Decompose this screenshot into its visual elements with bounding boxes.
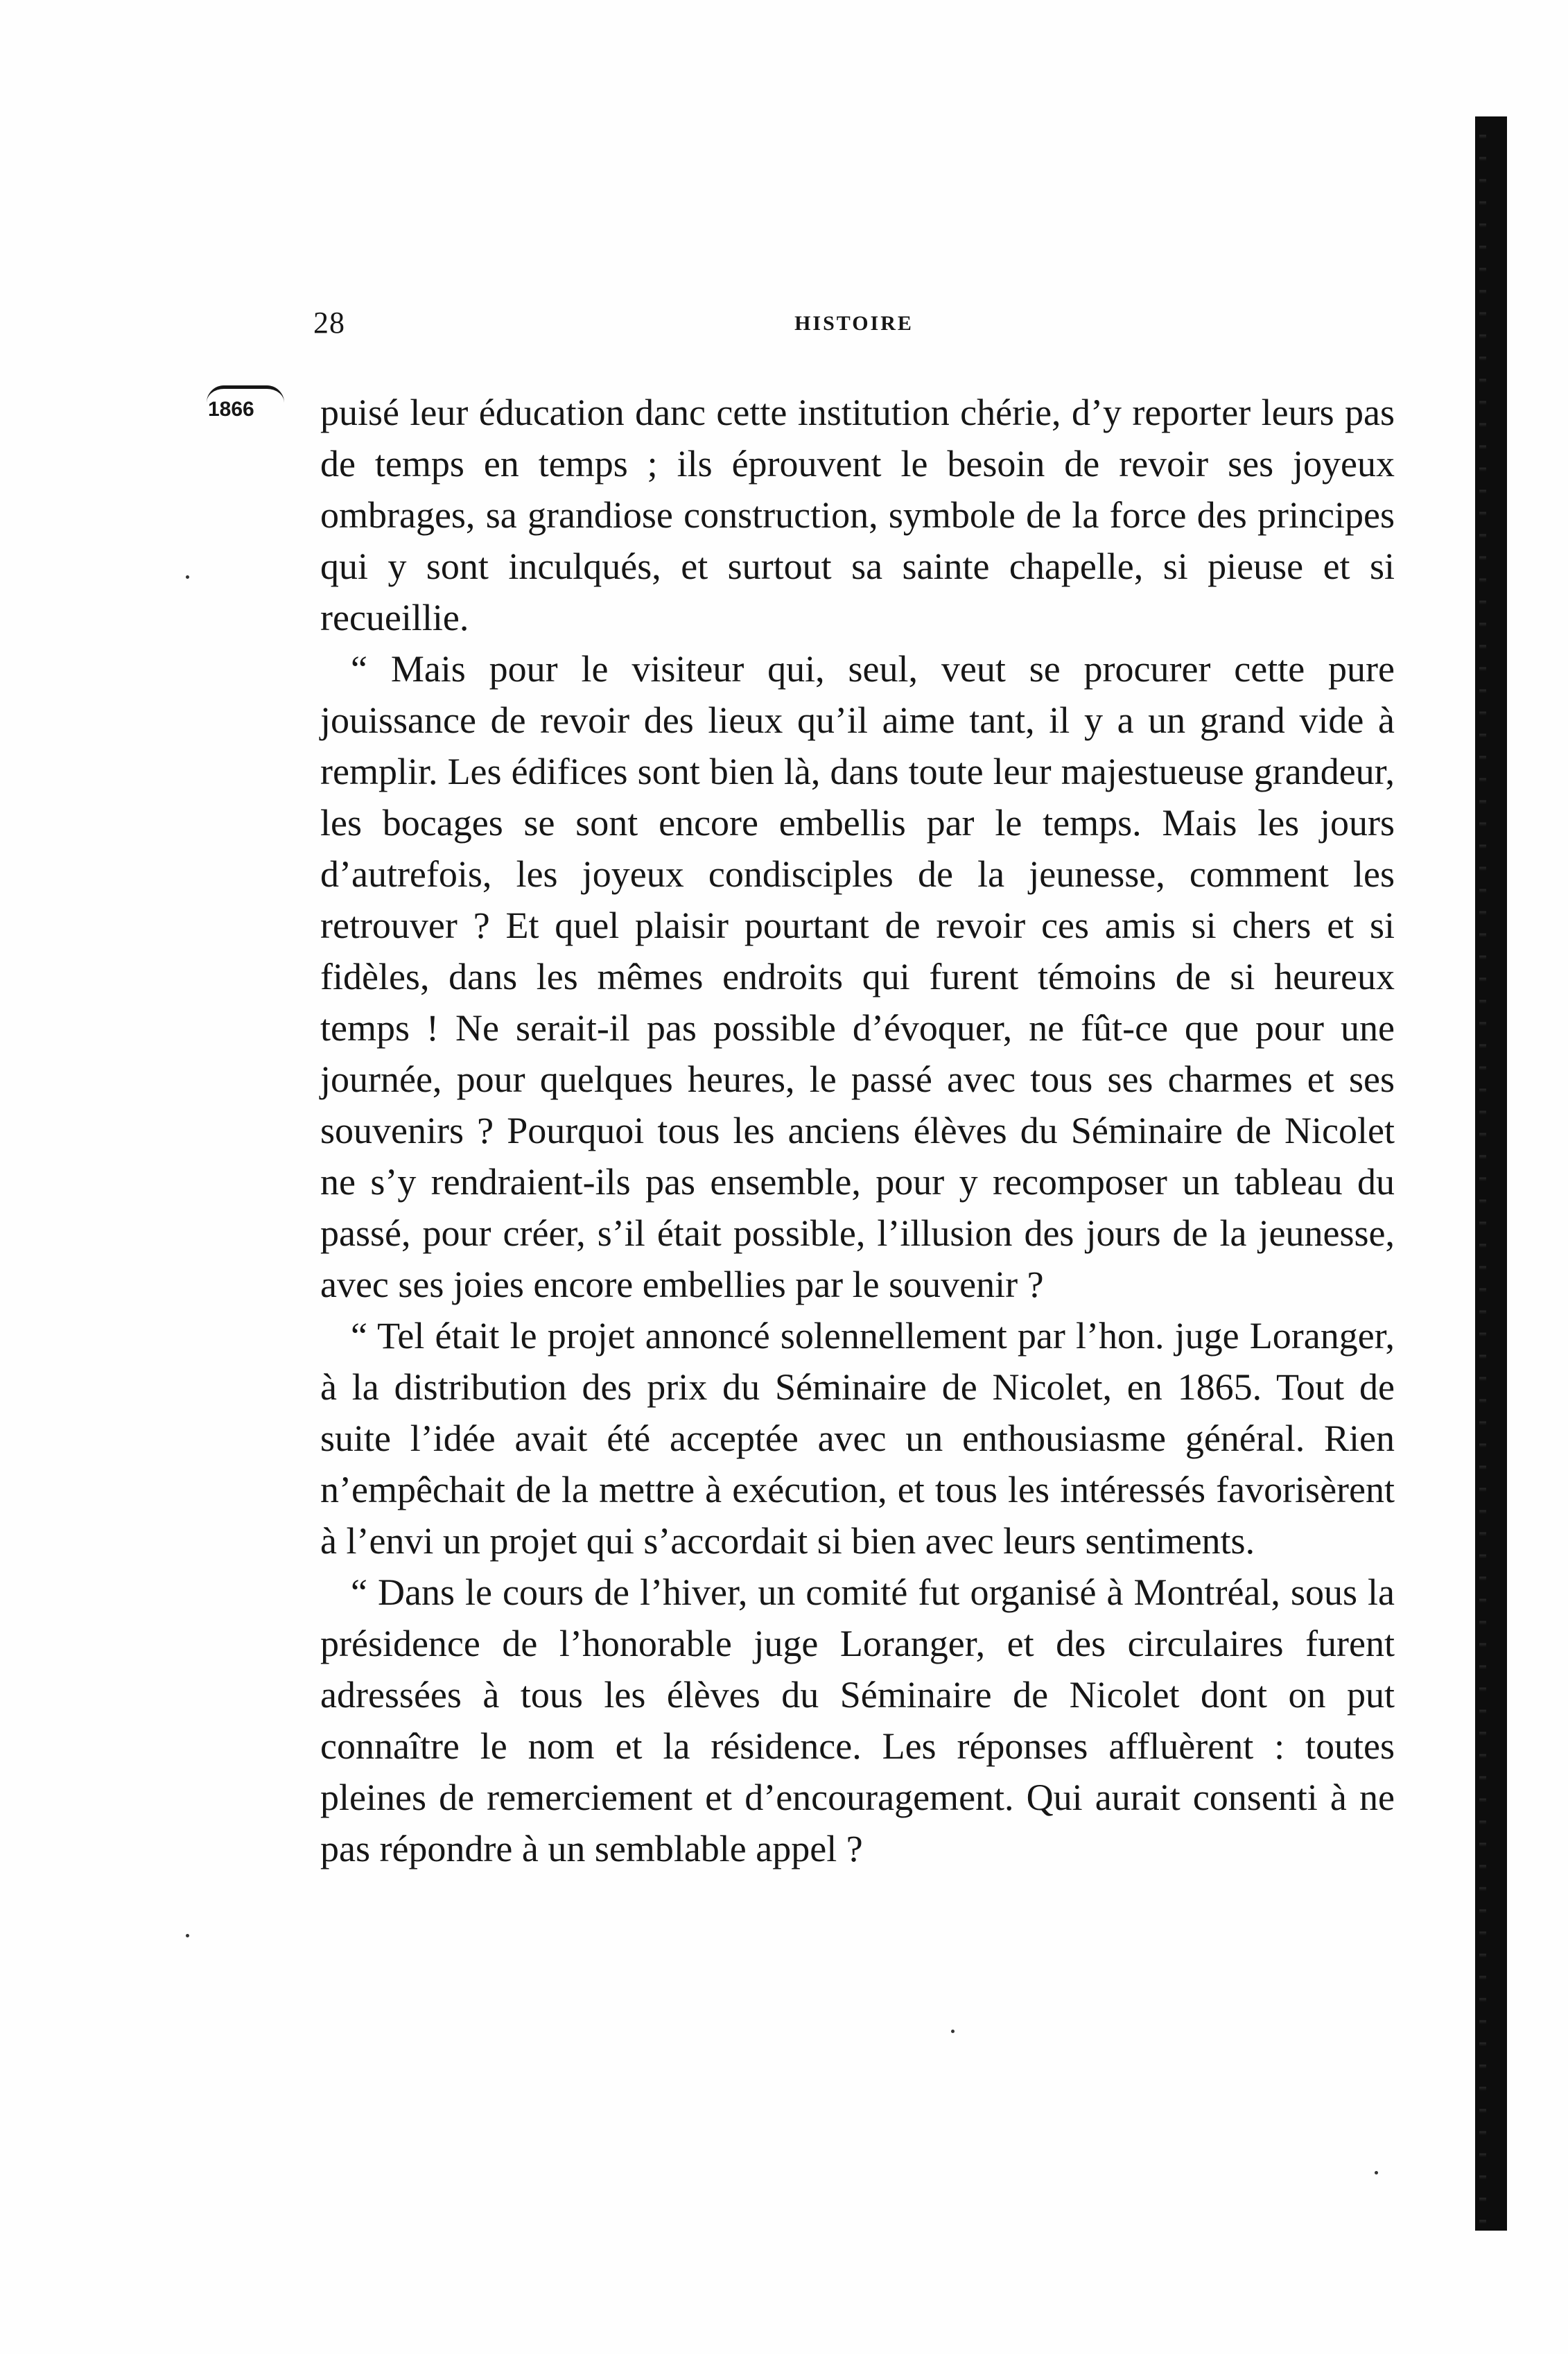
body-text — [320, 387, 1395, 1874]
running-title: HISTOIRE — [794, 312, 914, 335]
scan-speck — [186, 575, 189, 579]
page-number: 28 — [313, 306, 345, 340]
paragraph-1: puisé leur éducation danc cette institution chérie, d’y reporter leurs pas de temps en temps ; ils éprouvent le besoin de revoir ses joyeux ombrages, sa grandiose construction, symbole de la force des principes qui y sont inculqués, et surtout sa sainte chapelle, si pieuse et si recueillie. — [320, 392, 1395, 638]
scan-speck — [186, 1934, 189, 1937]
paragraph-2: “ Mais pour le visiteur qui, seul, veut se procurer cette pure jouissance de revoir des lieux qu’il aime tant, il y a un grand vide à remplir. Les édifices sont bien là, dans toute leur majestueuse grandeur, les bocages se sont encore embellis par le temps. Mais les jours d’autrefois, les joyeux condisciples de la jeunesse, comment les retrouver ? Et quel plaisir pourtant de revoir ces amis si chers et si fidèles, dans les mêmes endroits qui furent témoins de si heureux temps ! Ne serait-il pas possible d’évoquer, ne fût-ce que pour une journée, pour quelques heures, le passé avec tous ses charmes et ses souvenirs ? Pourquoi tous les anciens élèves du Séminaire de Nicolet ne s’y rendraient-ils pas ensemble, pour y recomposer un tableau du passé, pour créer, s’il était possible, l’illusion des jours de la jeunesse, avec ses joies encore embellies par le souvenir ? — [320, 648, 1395, 1305]
paragraph-4: “ Dans le cours de l’hiver, un comité fut organisé à Montréal, sous la présidence de l’honorable juge Loranger, et des circulaires furent adressées à tous les élèves du Séminaire de Nicolet dont on put connaître le nom et la résidence. Les réponses affluèrent : toutes pleines de remerciement et d’encouragement. Qui aurait consenti à ne pas répondre à un semblable appel ? — [320, 1571, 1395, 1869]
margin-year: 1866 — [208, 398, 254, 421]
scan-speck — [1375, 2171, 1378, 2174]
paragraph-3: “ Tel était le projet annoncé solennellement par l’hon. juge Loranger, à la distribution des prix du Séminaire de Nicolet, en 1865. Tout de suite l’idée avait été acceptée avec un enthousiasme général. Rien n’empêchait de la mettre à exécution, et tous les intéressés favorisèrent à l’envi un projet qui s’accordait si bien avec leurs sentiments. — [320, 1315, 1395, 1562]
scan-page-edge — [1475, 116, 1507, 2231]
page-header — [313, 305, 1395, 354]
scan-speck — [951, 2030, 955, 2033]
